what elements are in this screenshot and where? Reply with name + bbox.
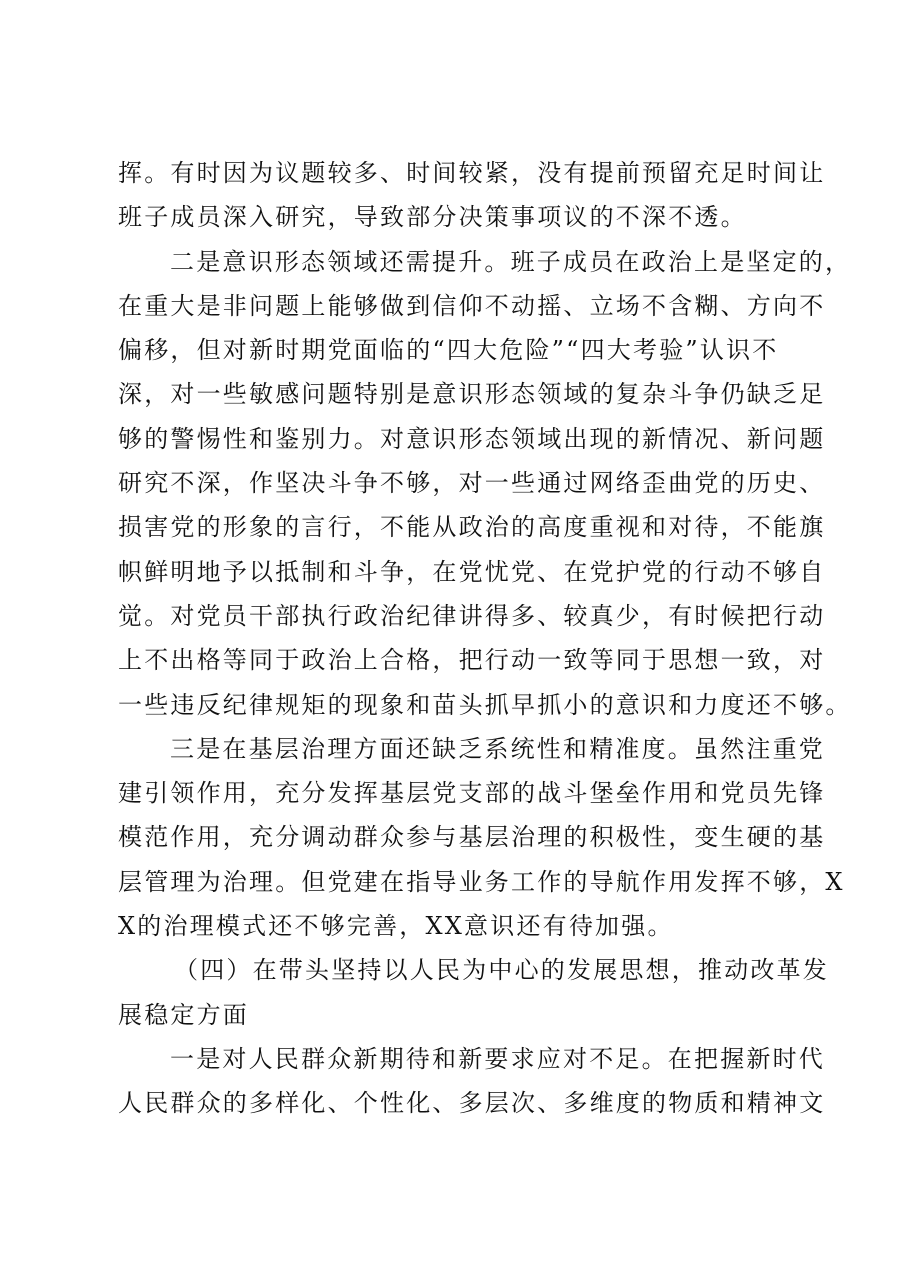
paragraph-decision-making <box>118 151 826 240</box>
text-line: 觉。对党员干部执行政治纪律讲得多、较真少，有时候把行动 <box>118 601 826 630</box>
text-line: 一些违反纪律规矩的现象和苗头抓早抓小的意识和力度还不够。 <box>118 690 852 719</box>
text-line: 班子成员深入研究，导致部分决策事项议的不深不透。 <box>118 203 747 232</box>
text-line: 够的警惕性和鉴别力。对意识形态领域出现的新情况、新问题 <box>118 424 826 453</box>
text-line: 层管理为治理。但党建在指导业务工作的导航作用发挥不够，X <box>118 867 845 896</box>
text-line: 人民群众的多样化、个性化、多层次、多维度的物质和精神文 <box>118 1089 826 1118</box>
paragraph-ideology <box>118 240 852 727</box>
section-heading-line: （四）在带头坚持以人民为中心的发展思想，推动改革发 <box>174 956 829 985</box>
text-line: 偏移，但对新时期党面临的“四大危险”“四大考验”认识不 <box>118 336 779 365</box>
text-line: 三是在基层治理方面还缺乏系统性和精准度。虽然注重党 <box>170 734 825 763</box>
text-line: 在重大是非问题上能够做到信仰不动摇、立场不含糊、方向不 <box>118 291 826 320</box>
text-line: 一是对人民群众新期待和新要求应对不足。在把握新时代 <box>170 1044 825 1073</box>
text-line: 模范作用，充分调动群众参与基层治理的积极性，变生硬的基 <box>118 823 826 852</box>
text-line: 研究不深，作坚决斗争不够，对一些通过网络歪曲党的历史、 <box>118 469 826 498</box>
text-line: 深，对一些敏感问题特别是意识形态领域的复杂斗争仍缺乏足 <box>118 380 826 409</box>
text-line: 帜鲜明地予以抵制和斗争，在党忧党、在党护党的行动不够自 <box>118 557 826 586</box>
text-line: 上不出格等同于政治上合格，把行动一致等同于思想一致，对 <box>118 646 826 675</box>
section-heading-line: 展稳定方面 <box>118 1000 249 1029</box>
text-line: X的治理模式还不够完善，XX意识还有待加强。 <box>118 912 674 941</box>
paragraph-grassroots-governance <box>118 727 845 948</box>
text-line: 损害党的形象的言行，不能从政治的高度重视和对待，不能旗 <box>118 513 826 542</box>
document-body <box>118 151 852 1126</box>
text-line: 二是意识形态领域还需提升。班子成员在政治上是坚定的， <box>170 247 852 276</box>
text-line: 建引领作用，充分发挥基层党支部的战斗堡垒作用和党员先锋 <box>118 779 826 808</box>
text-line: 挥。有时因为议题较多、时间较紧，没有提前预留充足时间让 <box>118 159 826 187</box>
section-heading-four <box>118 948 829 1037</box>
paragraph-people-expectations <box>118 1037 826 1126</box>
